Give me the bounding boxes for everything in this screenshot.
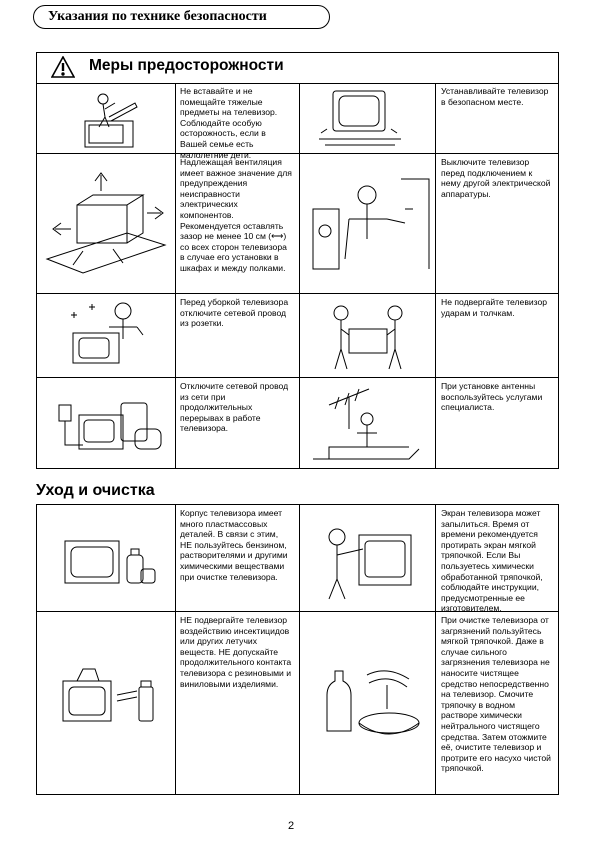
man-installing-antenna-icon xyxy=(309,385,429,465)
precaution-text-3: Надлежащая вентиляция имеет важное значение для предупреждения неисправности электрических компонентов. Рекомендуется оставлять зазор не менее 10 см (⟷) со всех сторон телевизора в случае его установки в шкафах и между полками. xyxy=(180,157,292,273)
page-number: 2 xyxy=(288,820,295,832)
tv-with-luggage-icon xyxy=(55,389,165,459)
page-title: Указания по технике безопасности xyxy=(33,5,330,29)
warning-icon xyxy=(51,56,75,78)
child-climbing-tv-icon xyxy=(75,89,145,149)
man-plugging-cable-icon xyxy=(305,169,431,279)
precaution-text-5: Перед уборкой телевизора отключите сетевой провод из розетки. xyxy=(180,297,289,329)
precaution-text-8: При установке антенны воспользуйтесь услугами специалиста. xyxy=(441,381,543,413)
precaution-text-2: Устанавливайте телевизор в безопасном месте. xyxy=(441,86,549,107)
precautions-frame xyxy=(36,52,559,469)
tv-on-stand-icon xyxy=(315,87,405,149)
precaution-text-6: Не подвергайте телевизор ударам и толчкам. xyxy=(441,297,548,318)
woman-wiping-screen-icon xyxy=(315,519,419,603)
care-text-1: Корпус телевизора имеет много пластмассовых деталей. В связи с этим, НЕ пользуйтесь бензином, растворителями и другими химическими веществами при очистке телевизора. xyxy=(180,508,288,582)
precaution-text-7: Отключите сетевой провод из сети при продолжительных перерывах в работе телевизора. xyxy=(180,381,289,434)
precaution-text-1: Не вставайте и не помещайте тяжелые предметы на телевизор. Соблюдайте особую осторожность, если в Вашей семье есть малолетние дети. xyxy=(180,86,278,160)
care-text-4: При очистке телевизора от загрязнений пользуйтесь мягкой тряпочкой. Даже в случае сильного загрязнения телевизора не наносите чистящее средство непосредственно на телевизор. Смочите тряпочку в водном растворе химически нейтрального чистящего средства. Затем отожмите её, очистите телевизор и протрите его насухо чистой тряпочкой. xyxy=(441,615,551,774)
men-carrying-tv-icon xyxy=(323,299,415,373)
precaution-text-4: Выключите телевизор перед подключением к нему другой электрической аппаратуры. xyxy=(441,157,551,199)
hands-wringing-cloth-icon xyxy=(317,655,427,745)
woman-unplugging-tv-icon xyxy=(67,299,157,371)
care-heading: Уход и очистка xyxy=(36,482,155,499)
tv-with-chemical-bottles-icon xyxy=(59,525,159,597)
care-frame xyxy=(36,504,559,795)
care-text-2: Экран телевизора может запылиться. Время от времени рекомендуется протирать экран мягкой тряпочкой. Если Вы пользуетесь химически обработанной тряпочкой, соблюдайте инструкции, предусмотренные ее изготовителем. xyxy=(441,508,543,614)
precautions-header xyxy=(37,53,558,84)
tv-with-spray-can-icon xyxy=(57,661,161,733)
tv-ventilation-gap-icon xyxy=(43,169,169,279)
precautions-heading: Меры предосторожности xyxy=(89,57,284,74)
care-text-3: НЕ подвергайте телевизор воздействию инсектицидов или других летучих веществ. НЕ допускайте продолжительного контакта телевизора с резиновыми и виниловыми изделиями. xyxy=(180,615,292,689)
